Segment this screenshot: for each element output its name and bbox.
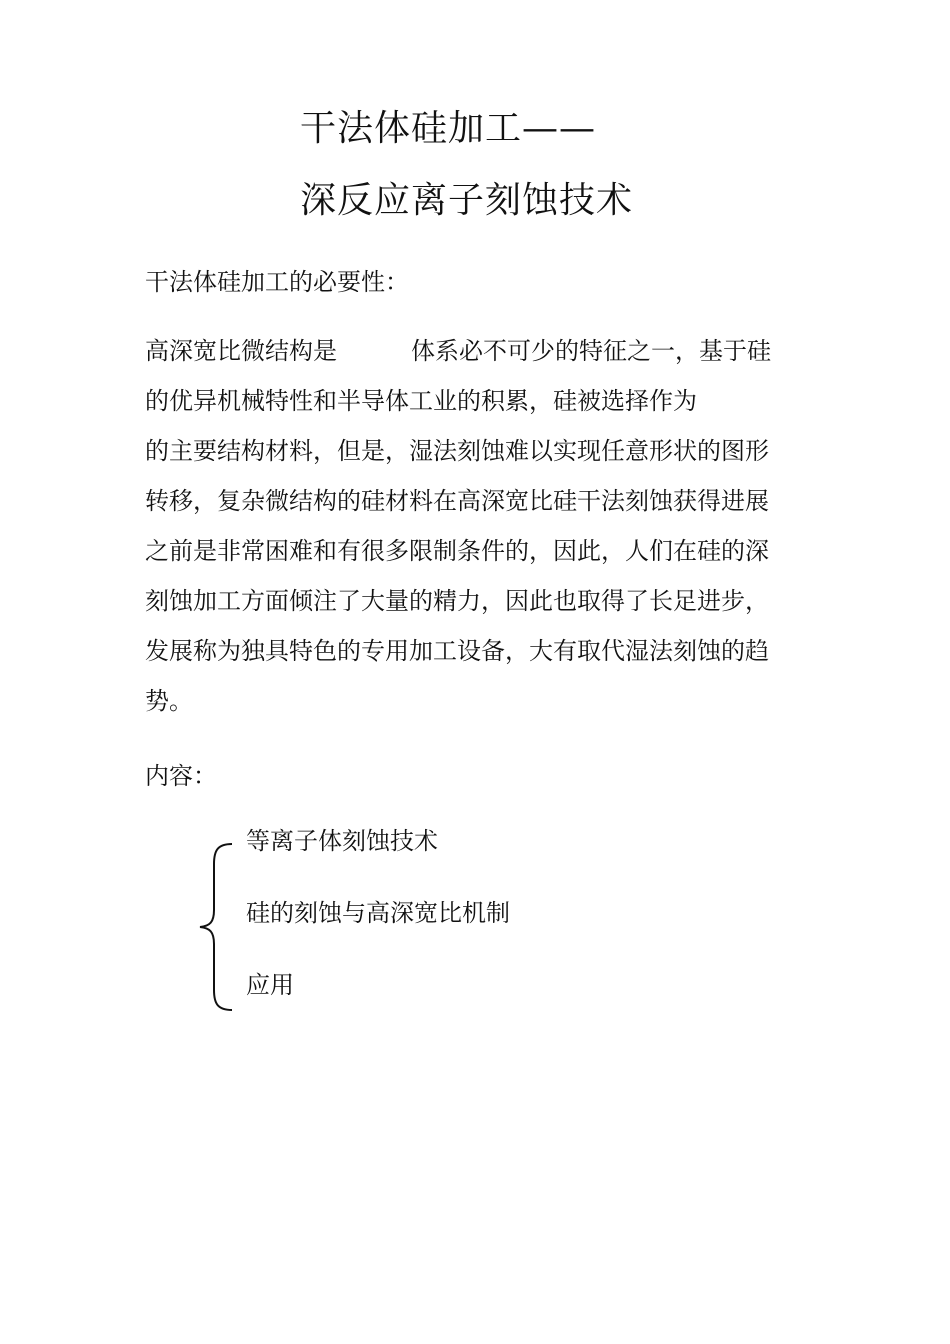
title-line-2: 深反应离子刻蚀技术 bbox=[300, 180, 634, 221]
title-line-1: 干法体硅加工—— bbox=[300, 108, 597, 149]
paragraph-line bbox=[145, 684, 815, 734]
paragraph-line-text: 的主要结构材料，但是，湿法刻蚀难以实现任意形状的图形 bbox=[145, 437, 769, 465]
contents-list bbox=[246, 824, 510, 1040]
contents-heading: 内容： bbox=[145, 762, 217, 790]
paragraph-line-text: 发展称为独具特色的专用加工设备，大有取代湿法刻蚀的趋 bbox=[145, 637, 769, 665]
paragraph-line-text: 转移，复杂微结构的硅材料在高深宽比硅干法刻蚀获得进展 bbox=[145, 487, 769, 515]
paragraph-line bbox=[145, 334, 815, 384]
contents-item: 应用 bbox=[246, 971, 294, 999]
necessity-paragraph bbox=[145, 334, 815, 734]
paragraph-line bbox=[145, 534, 815, 584]
paragraph-line-text: 刻蚀加工方面倾注了大量的精力，因此也取得了长足进步， bbox=[145, 587, 769, 615]
paragraph-line-text: 势。 bbox=[145, 687, 193, 715]
paragraph-line bbox=[145, 484, 815, 534]
contents-item: 硅的刻蚀与高深宽比机制 bbox=[246, 899, 510, 927]
paragraph-line-text: 之前是非常困难和有很多限制条件的，因此，人们在硅的深 bbox=[145, 537, 769, 565]
paragraph-line-text: 高深宽比微结构是 bbox=[145, 337, 337, 365]
paragraph-line bbox=[145, 434, 815, 484]
curly-brace-icon bbox=[196, 842, 236, 1012]
paragraph-line-text: 的优异机械特性和半导体工业的积累，硅被选择作为 bbox=[145, 387, 697, 415]
contents-item: 等离子体刻蚀技术 bbox=[246, 827, 438, 855]
necessity-heading: 干法体硅加工的必要性： bbox=[145, 268, 409, 296]
paragraph-line bbox=[145, 584, 815, 634]
paragraph-line-text: 体系必不可少的特征之一，基于硅 bbox=[411, 337, 771, 365]
paragraph-line bbox=[145, 634, 815, 684]
paragraph-line bbox=[145, 384, 815, 434]
